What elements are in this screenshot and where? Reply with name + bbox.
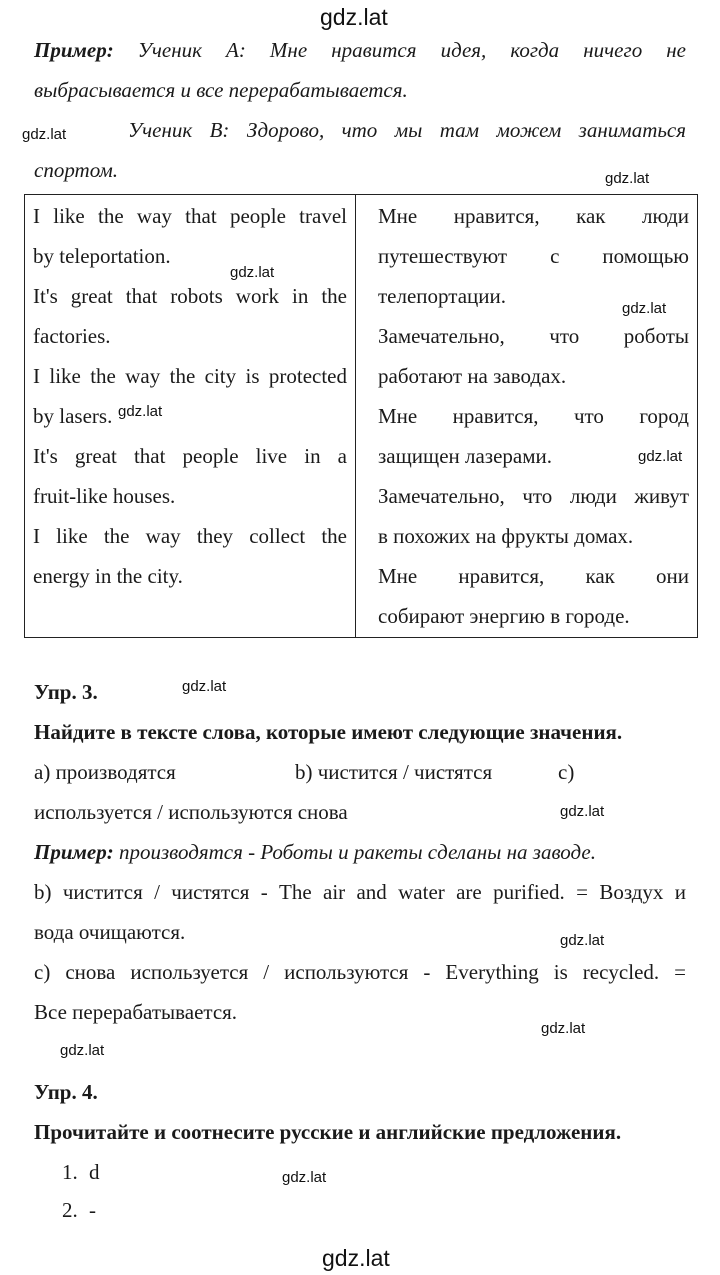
example-intro-line2: выбрасывается и все перерабатывается.	[34, 78, 408, 102]
watermark-bottom: gdz.lat	[322, 1245, 390, 1271]
english-line: by teleportation.	[33, 244, 171, 268]
watermark-top: gdz.lat	[320, 4, 388, 30]
watermark: gdz.lat	[118, 403, 163, 420]
ex3-answer-c-cont: Все перерабатывается.	[34, 1000, 238, 1024]
ex3-option-a: a) производятся	[34, 760, 176, 784]
ex4-item-number: 2.	[62, 1198, 78, 1222]
russian-line: собирают энергию в городе.	[378, 604, 630, 628]
watermark: gdz.lat	[60, 1042, 105, 1059]
watermark: gdz.lat	[282, 1169, 327, 1186]
russian-line: путешествуют с помощью	[378, 244, 689, 268]
russian-column	[356, 195, 698, 638]
english-line: I like the way the city is protected	[33, 364, 347, 388]
example-intro-line4: спортом.	[34, 158, 119, 182]
watermark: gdz.lat	[560, 803, 605, 820]
ex3-answer-c: c) снова используется / используются - Everything is recycled. =	[34, 960, 686, 984]
russian-line: Замечательно, что роботы	[378, 324, 689, 348]
russian-line: Мне нравится, как они	[378, 564, 689, 588]
english-line: by lasers.	[33, 404, 113, 428]
russian-line: Замечательно, что люди живут	[378, 484, 689, 508]
ex4-item-number: 1.	[62, 1160, 78, 1184]
ex3-example	[34, 840, 596, 865]
watermark: gdz.lat	[622, 300, 667, 317]
example-student-a: Ученик A: Мне нравится идея, когда ничего не	[137, 38, 686, 62]
russian-line: Мне нравится, что город	[378, 404, 689, 428]
watermark: gdz.lat	[638, 448, 683, 465]
ex4-item-answer: -	[89, 1198, 96, 1222]
ex3-task: Найдите в тексте слова, которые имеют следующие значения.	[34, 720, 623, 744]
english-column	[25, 195, 356, 638]
ex3-option-c-continued: используется / используются снова	[34, 800, 348, 824]
english-line: factories.	[33, 324, 111, 348]
ex4-task: Прочитайте и соотнесите русские и английские предложения.	[34, 1120, 622, 1144]
watermark: gdz.lat	[230, 264, 275, 281]
ex3-option-b: b) чистится / чистятся	[295, 760, 493, 784]
ex3-answer-b: b) чистится / чистятся - The air and water are purified. = Воздух и	[34, 880, 686, 904]
english-line: I like the way that people travel	[33, 204, 347, 228]
russian-line: Мне нравится, как люди	[378, 204, 689, 228]
english-line: energy in the city.	[33, 564, 183, 588]
english-line: fruit-like houses.	[33, 484, 176, 508]
russian-line: работают на заводах.	[378, 364, 567, 388]
ex4-item	[62, 1160, 100, 1185]
ex4-item-answer: d	[89, 1160, 100, 1184]
ex3-example-label: Пример:	[34, 840, 114, 864]
russian-line: телепортации.	[378, 284, 506, 308]
ex3-answer-b-cont: вода очищаются.	[34, 920, 186, 944]
watermark: gdz.lat	[182, 678, 227, 695]
watermark: gdz.lat	[605, 170, 650, 187]
russian-line: защищен лазерами.	[378, 444, 553, 468]
example-intro-line1	[34, 38, 686, 63]
english-line: It's great that robots work in the	[33, 284, 347, 308]
ex4-item	[62, 1198, 96, 1223]
translation-table	[24, 194, 698, 638]
ex3-title: Упр. 3.	[34, 680, 98, 704]
watermark: gdz.lat	[22, 126, 67, 143]
english-line: I like the way they collect the	[33, 524, 347, 548]
watermark: gdz.lat	[560, 932, 605, 949]
example-intro-line3: Ученик B: Здорово, что мы там можем заниматься	[128, 118, 686, 142]
ex3-example-text: производятся - Роботы и ракеты сделаны на заводе.	[118, 840, 596, 864]
example-label: Пример:	[34, 38, 114, 62]
ex4-title: Упр. 4.	[34, 1080, 98, 1104]
russian-line: в похожих на фрукты домах.	[378, 524, 634, 548]
english-line: It's great that people live in a	[33, 444, 347, 468]
ex3-option-c: c)	[558, 760, 575, 784]
watermark: gdz.lat	[541, 1020, 586, 1037]
